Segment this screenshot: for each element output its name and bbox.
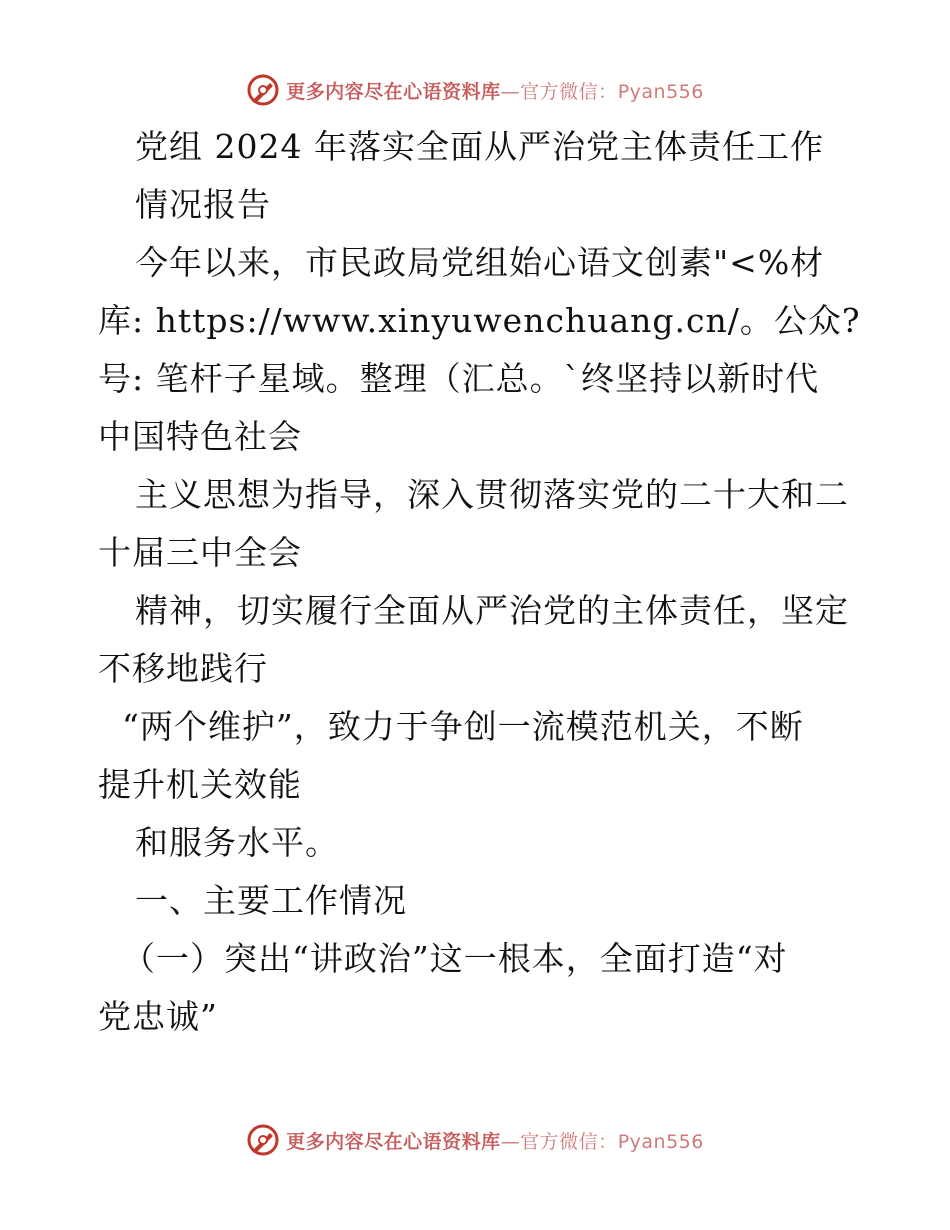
header-watermark	[0, 72, 950, 108]
paragraph-line: 提升机关效能	[98, 765, 302, 804]
watermark-dash: —	[500, 80, 521, 103]
watermark-brand: 更多内容尽在心语资料库	[286, 1130, 501, 1153]
paragraph-line: 主义思想为指导，深入贯彻落实党的二十大和二	[135, 475, 849, 514]
paragraph-line: “两个维护”，致力于争创一流模范机关，不断	[122, 707, 804, 746]
watermark-wechat-id: Pyan556	[617, 1130, 704, 1153]
watermark-wechat-label: 官方微信：	[520, 80, 618, 103]
title-line-1: 党组 2024 年落实全面从严治党主体责任工作	[135, 127, 824, 166]
paragraph-line: 号: 笔杆子星域。整理（汇总。`终坚持以新时代	[98, 359, 820, 398]
logo-icon	[246, 1123, 280, 1157]
watermark-brand: 更多内容尽在心语资料库	[286, 80, 501, 103]
watermark-dash: —	[500, 1130, 521, 1153]
footer-watermark	[0, 1122, 950, 1158]
subsection-heading: （一）突出“讲政治”这一根本，全面打造“对	[122, 939, 788, 978]
paragraph-line: 不移地践行	[98, 649, 268, 688]
paragraph-line: 中国特色社会	[98, 417, 302, 456]
paragraph-line: 十届三中全会	[98, 533, 302, 572]
title-line-2: 情况报告	[135, 185, 271, 224]
paragraph-line: 库: https://www.xinyuwenchuang.cn/。公众?	[98, 301, 861, 340]
section-heading: 一、主要工作情况	[135, 881, 407, 920]
paragraph-line: 和服务水平。	[135, 823, 339, 862]
watermark-wechat-id: Pyan556	[617, 80, 704, 103]
watermark-text	[286, 1127, 704, 1154]
watermark-wechat-label: 官方微信：	[520, 1130, 618, 1153]
subsection-heading-cont: 党忠诚”	[98, 997, 218, 1036]
watermark-text	[286, 77, 704, 104]
document-body	[98, 118, 861, 1046]
logo-icon	[246, 73, 280, 107]
paragraph-line: 精神，切实履行全面从严治党的主体责任，坚定	[135, 591, 849, 630]
paragraph-line: 今年以来，市民政局党组始心语文创素"<%材	[135, 243, 825, 282]
